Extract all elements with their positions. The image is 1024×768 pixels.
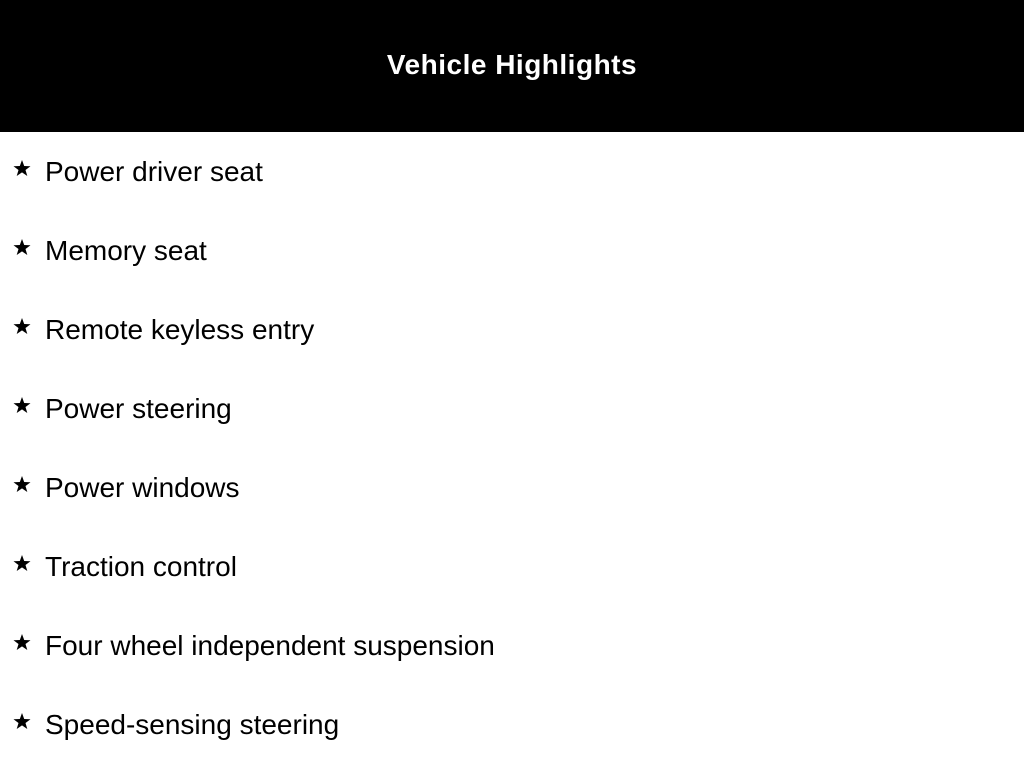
list-item — [0, 132, 1024, 211]
page-header — [0, 0, 1024, 132]
highlight-label: Four wheel independent suspension — [45, 630, 495, 661]
list-item — [0, 527, 1024, 606]
highlight-label: Memory seat — [45, 235, 207, 266]
star-icon — [12, 316, 32, 336]
star-icon — [12, 553, 32, 573]
star-icon — [12, 158, 32, 178]
highlight-label: Speed-sensing steering — [45, 709, 340, 740]
highlight-label: Traction control — [45, 551, 237, 582]
list-item — [0, 290, 1024, 369]
list-item — [0, 211, 1024, 290]
highlight-label: Power driver seat — [45, 156, 263, 187]
highlight-label: Remote keyless entry — [45, 314, 315, 345]
highlights-list — [0, 132, 1024, 764]
star-icon — [12, 395, 32, 415]
list-item — [0, 369, 1024, 448]
list-item — [0, 685, 1024, 764]
star-icon — [12, 711, 32, 731]
highlight-label: Power windows — [45, 472, 240, 503]
star-icon — [12, 632, 32, 652]
page-title: Vehicle Highlights — [386, 49, 638, 80]
star-icon — [12, 474, 32, 494]
star-icon — [12, 237, 32, 257]
highlight-label: Power steering — [45, 393, 232, 424]
list-item — [0, 606, 1024, 685]
list-item — [0, 448, 1024, 527]
